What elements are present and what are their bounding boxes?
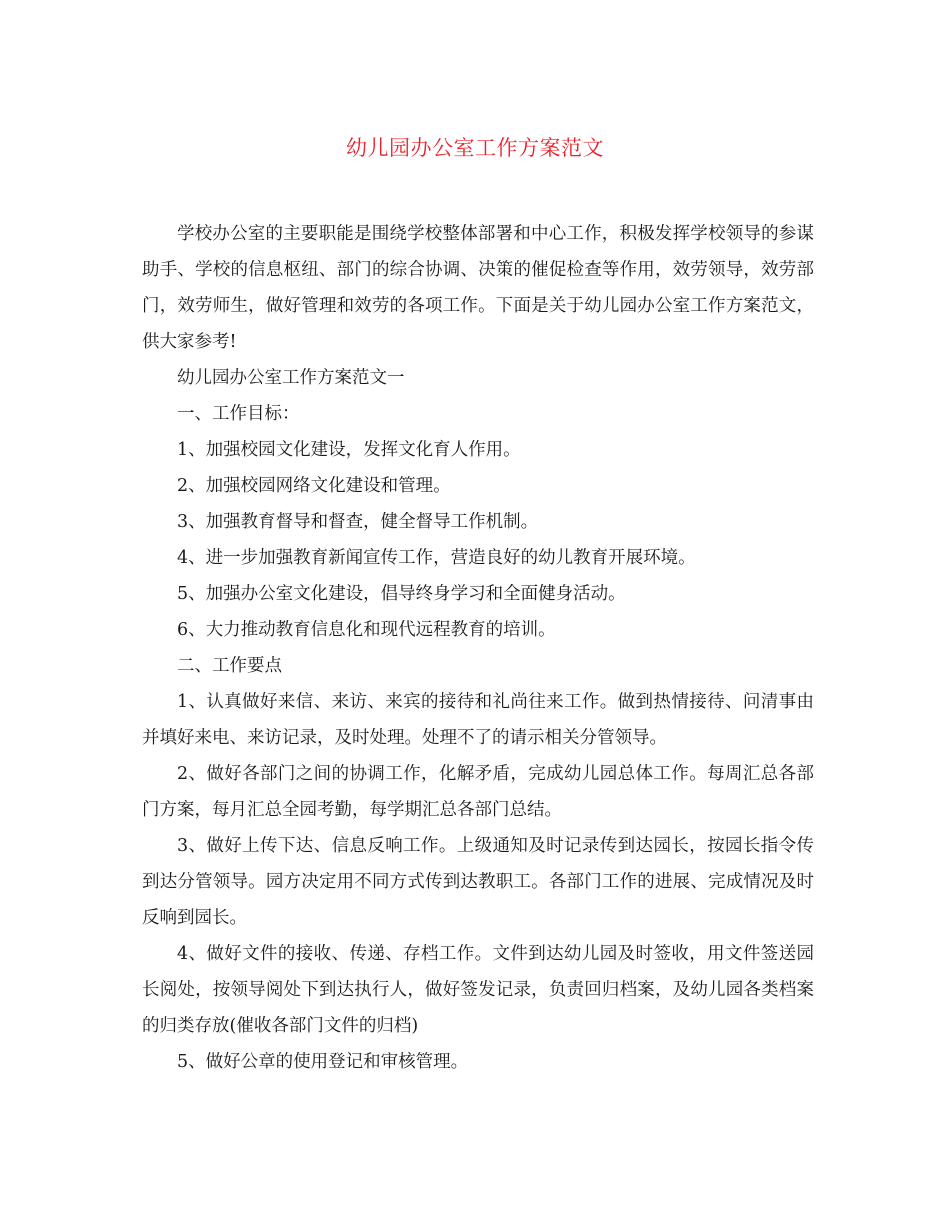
document-body — [142, 216, 814, 1080]
list-item: 6、大力推动教育信息化和现代远程教育的培训。 — [177, 620, 556, 640]
list-item: 2、做好各部门之间的协调工作，化解矛盾，完成幼儿园总体工作。每周汇总各部门方案，每月汇总全园考勤，每学期汇总各部门总结。 — [142, 764, 814, 820]
list-item: 1、加强校园文化建设，发挥文化育人作用。 — [177, 440, 521, 460]
list-item: 1、认真做好来信、来访、来宾的接待和礼尚往来工作。做到热情接待、问清事由并填好来电、来访记录，及时处理。处理不了的请示相关分管领导。 — [142, 692, 814, 748]
list-item: 4、进一步加强教育新闻宣传工作，营造良好的幼儿教育开展环境。 — [177, 548, 696, 568]
list-item: 3、做好上传下达、信息反响工作。上级通知及时记录传到达园长，按园长指令传到达分管领导。园方决定用不同方式传到达教职工。各部门工作的进展、完成情况及时反响到园长。 — [142, 836, 814, 928]
list-item: 5、做好公章的使用登记和审核管理。 — [177, 1052, 469, 1072]
list-item: 4、做好文件的接收、传递、存档工作。文件到达幼儿园及时签收，用文件签送园长阅处，按领导阅处下到达执行人，做好签发记录，负责回归档案，及幼儿园各类档案的归类存放(催收各部门文件的归档) — [142, 944, 814, 1036]
subsection-heading: 二、工作要点 — [177, 656, 282, 676]
section-heading: 幼儿园办公室工作方案范文一 — [177, 368, 405, 388]
list-item: 2、加强校园网络文化建设和管理。 — [177, 476, 451, 496]
list-item: 3、加强教育督导和督查，健全督导工作机制。 — [177, 512, 539, 532]
subsection-heading: 一、工作目标： — [177, 404, 300, 424]
document-title: 幼儿园办公室工作方案范文 — [346, 136, 604, 160]
intro-paragraph: 学校办公室的主要职能是围绕学校整体部署和中心工作，积极发挥学校领导的参谋助手、学校的信息枢纽、部门的综合协调、决策的催促检查等作用，效劳领导，效劳部门，效劳师生，做好管理和效劳的各项工作。下面是关于幼儿园办公室工作方案范文，供大家参考! — [142, 224, 814, 352]
list-item: 5、加强办公室文化建设，倡导终身学习和全面健身活动。 — [177, 584, 626, 604]
